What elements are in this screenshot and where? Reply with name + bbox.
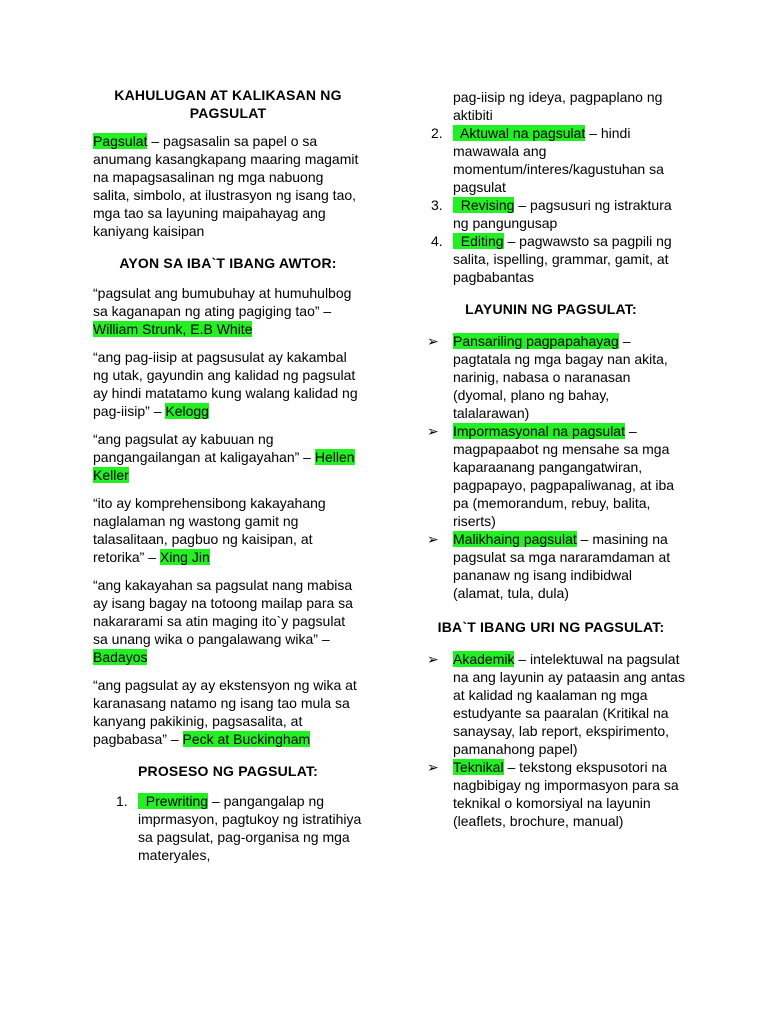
- process-continuation: pag-iisip ng ideya, pagpaplano ng aktibiti: [453, 89, 663, 123]
- goal-text: – pagtatala ng mga bagay nan akita, narinig, nabasa o naranasan (dyomal, plano ng bahay, talalarawan): [453, 333, 668, 421]
- list-item: [417, 332, 685, 422]
- quote-text: “ang pag-iisip at pagsusulat ay kakambal ng utak, gayundin ang kalidad ng pagsulat ay hindi matatamo kung walang kalidad ng pag-iisip” –: [93, 349, 358, 419]
- quote-text: “ito ay komprehensibong kakayahang naglalaman ng wastong gamit ng talasalitaan, pagbuo ng kaisipan, at retorika” –: [93, 495, 326, 565]
- list-item: [417, 650, 685, 758]
- list-item: [417, 232, 685, 286]
- arrow-bullet-icon: ➢: [427, 759, 439, 775]
- list-number: 2.: [431, 125, 443, 141]
- process-term: Revising: [453, 197, 515, 213]
- list-number: 1.: [116, 793, 128, 809]
- goal-text: – masining na pagsulat sa mga nararamdaman at pananaw ng isang indibidwal (alamat, tula, dula): [453, 531, 671, 601]
- process-text: – hindi mawawala ang momentum/interes/kagustuhan sa pagsulat: [453, 125, 664, 195]
- type-term: Teknikal: [453, 759, 504, 775]
- arrow-bullet-icon: ➢: [427, 651, 439, 667]
- quote-paragraph: [93, 284, 363, 338]
- goal-text: – magpapaabot ng mensahe sa mga kaparaanang pangangatwiran, pagpapayo, pagpapaliwanag, at iba pa (memorandum, rebuy, balita, riserts): [453, 423, 675, 529]
- type-term: Akademik: [453, 651, 515, 667]
- definition-text: – pagsasalin sa papel o sa anumang kasangkapang maaring magamit na mapagsasalinan ng mga nabuong salita, simbolo, at ilustrasyon ng isang tao, mga tao sa layuning maipahayag ang kaniyang kaisipan: [93, 133, 359, 239]
- authors-heading: AYON SA IBA`T IBANG AWTOR:: [119, 255, 337, 271]
- list-item: [417, 758, 685, 830]
- definition-term: Pagsulat: [93, 133, 148, 149]
- process-heading: PROSESO NG PAGSULAT:: [137, 763, 319, 779]
- quote-paragraph: [93, 676, 363, 748]
- quote-paragraph: [93, 430, 363, 484]
- arrow-bullet-icon: ➢: [427, 423, 439, 439]
- process-term: Editing: [453, 233, 504, 249]
- list-number: 3.: [431, 197, 443, 213]
- type-text: – tekstong ekspusotori na nagbibigay ng impormasyon para sa teknikal o komorsiyal na layunin (leaflets, brochure, manual): [453, 759, 679, 829]
- list-item: [417, 530, 685, 602]
- quote-author: Peck at Buckingham: [182, 731, 311, 747]
- quote-paragraph: [93, 348, 363, 420]
- quote-paragraph: [93, 576, 363, 666]
- process-text: – pangangalap ng imprmasyon, pagtukoy ng istratihiya sa pagsulat, pag-organisa ng mga materyales,: [138, 793, 362, 863]
- quote-text: “ang pagsulat ay ay ekstensyon ng wika at karanasang natamo ng isang tao mula sa kanyang pakikinig, pagsasalita, at pagbabasa” –: [93, 677, 357, 747]
- arrow-bullet-icon: ➢: [427, 333, 439, 349]
- right-column: [417, 88, 685, 840]
- type-text: – intelektuwal na pagsulat na ang layunin ay pataasin ang antas at kalidad ng kaalaman ng mga estudyante sa paaralan (Kritikal na sanaysay, lab report, ekspirimento, pamanahong papel): [453, 651, 685, 757]
- definition-paragraph: [93, 132, 363, 240]
- process-term: Prewriting: [138, 793, 209, 809]
- quote-paragraph: [93, 494, 363, 566]
- list-item: [417, 124, 685, 196]
- quote-author: Badayos: [93, 649, 148, 665]
- quote-author: Kelogg: [165, 403, 209, 419]
- left-column: [93, 86, 363, 874]
- goals-heading: LAYUNIN NG PAGSULAT:: [465, 301, 637, 317]
- goal-term: Pansariling pagpapahayag: [453, 333, 619, 349]
- quote-author: Hellen Keller: [93, 449, 355, 483]
- process-term: Aktuwal na pagsulat: [453, 125, 586, 141]
- types-heading: IBA`T IBANG URI NG PAGSULAT:: [437, 619, 665, 635]
- process-list-continued: [417, 124, 685, 286]
- goals-list: [417, 332, 685, 602]
- types-list: [417, 650, 685, 830]
- document-title: KAHULUGAN AT KALIKASAN NG PAGSULAT: [114, 87, 342, 121]
- process-text: – pagwawsto sa pagpili ng salita, ispelling, grammar, gamit, at pagbabantas: [453, 233, 672, 285]
- quote-author: Xing Jin: [159, 549, 210, 565]
- list-item: [417, 422, 685, 530]
- process-text: – pagsusuri ng istraktura ng pangungusap: [453, 197, 672, 231]
- quote-text: “pagsulat ang bumubuhay at humuhulbog sa kaganapan ng ating pagiging tao” –: [93, 285, 352, 319]
- quote-text: “ang pagsulat ay kabuuan ng pangangailangan at kaligayahan” –: [93, 431, 315, 465]
- list-number: 4.: [431, 233, 443, 249]
- process-list: [93, 792, 363, 864]
- goal-term: Malikhaing pagsulat: [453, 531, 577, 547]
- quote-author: William Strunk, E.B White: [93, 321, 253, 337]
- list-item: [93, 792, 363, 864]
- arrow-bullet-icon: ➢: [427, 531, 439, 547]
- list-item: [417, 196, 685, 232]
- goal-term: Impormasyonal na pagsulat: [453, 423, 625, 439]
- quote-text: “ang kakayahan sa pagsulat nang mabisa ay isang bagay na totoong mailap para sa nakararami sa atin maging ito`y pagsulat sa unang wika o pangalawang wika” –: [93, 577, 353, 647]
